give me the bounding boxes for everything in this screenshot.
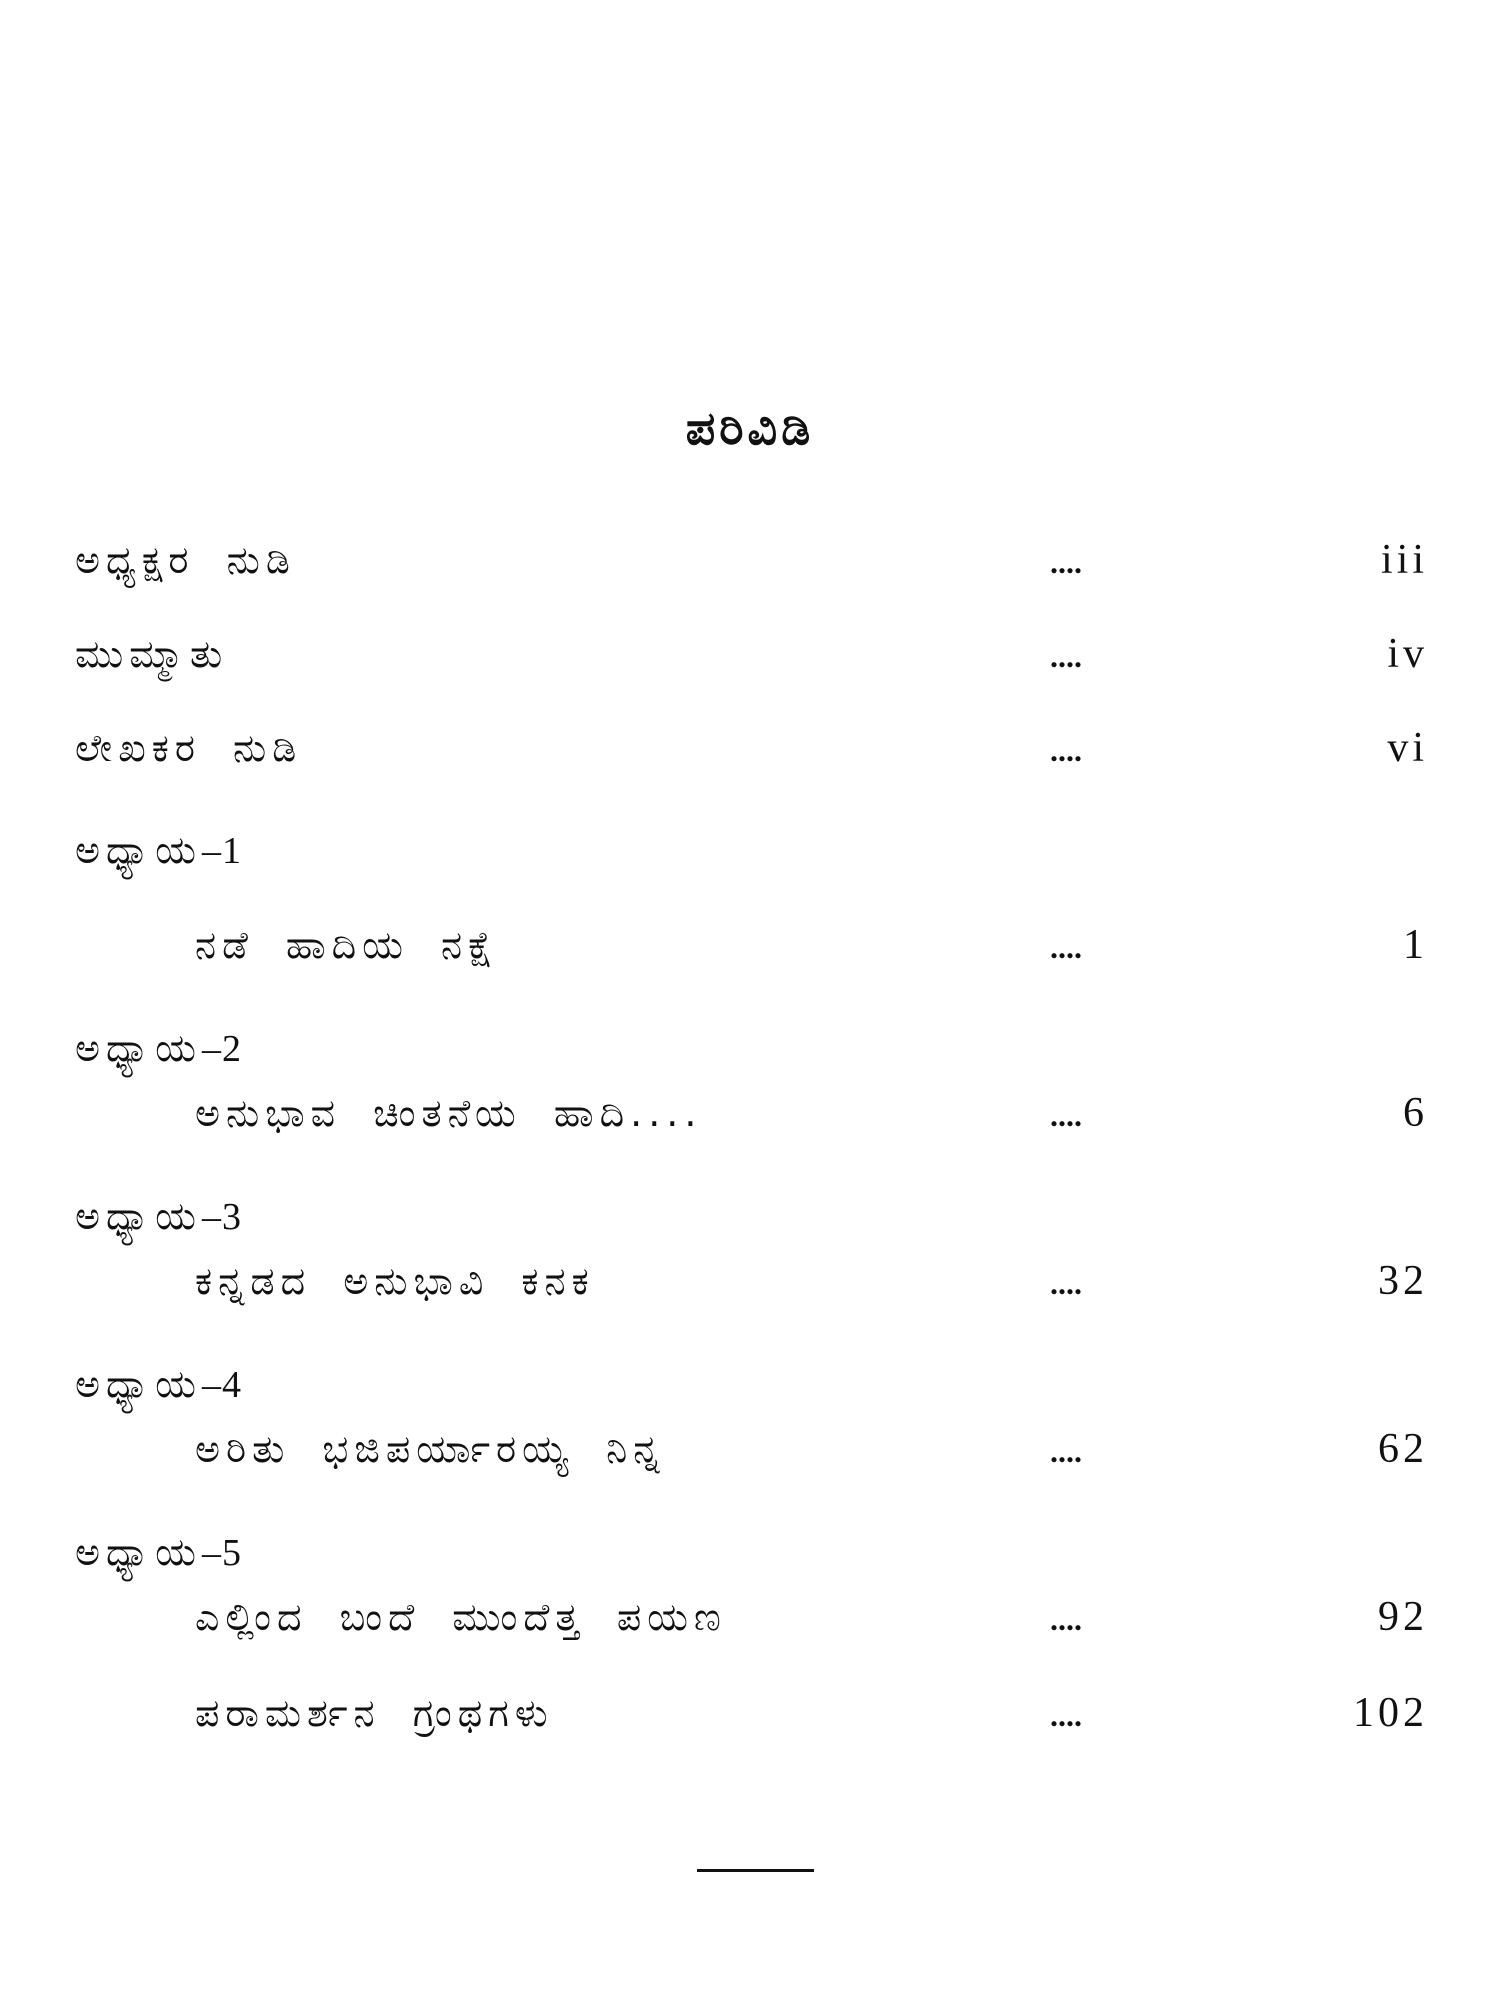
toc-row-references[interactable]: [0, 1683, 1500, 1743]
toc-page-number: 6: [1403, 1090, 1428, 1136]
chapter-heading-2: [0, 1018, 1500, 1078]
end-divider-rule: [697, 1869, 814, 1872]
toc-row-chapter-3[interactable]: [0, 1251, 1500, 1311]
toc-entry-title: ಕನ್ನಡದ ಅನುಭಾವಿ ಕನಕ: [195, 1259, 595, 1303]
toc-page-number: 92: [1378, 1594, 1428, 1640]
toc-leader-dots: ....: [1050, 929, 1082, 965]
toc-leader-dots: ....: [1050, 1697, 1082, 1733]
toc-page-number: 1: [1403, 922, 1428, 968]
toc-row-chapter-2[interactable]: [0, 1083, 1500, 1143]
chapter-heading-5: [0, 1522, 1500, 1582]
toc-entry-title: ನಡೆ ಹಾದಿಯ ನಕ್ಷೆ: [195, 923, 499, 967]
toc-leader-dots: ....: [1050, 544, 1082, 580]
toc-row-chapter-5[interactable]: [0, 1587, 1500, 1647]
chapter-heading-4: [0, 1354, 1500, 1414]
page-title: ಪರಿವಿಡಿ: [685, 401, 815, 455]
chapter-label: [75, 1522, 242, 1583]
chapter-label: [75, 1186, 242, 1247]
toc-entry-title: ಎಲ್ಲಿಂದ ಬಂದೆ ಮುಂದೆತ್ತ ಪಯಣ: [195, 1595, 727, 1639]
chapter-word: ಅಧ್ಯಾಯ: [75, 828, 202, 872]
chapter-label: [75, 1354, 242, 1415]
chapter-number: –3: [201, 1196, 242, 1238]
toc-row-authors-note[interactable]: [0, 718, 1500, 778]
chapter-word: ಅಧ್ಯಾಯ: [75, 1026, 202, 1070]
chapter-word: ಅಧ್ಯಾಯ: [75, 1362, 202, 1406]
chapter-number: –2: [201, 1028, 242, 1070]
toc-row-foreword[interactable]: [0, 624, 1500, 684]
toc-leader-dots: ....: [1050, 1433, 1082, 1469]
toc-leader-dots: ....: [1050, 1265, 1082, 1301]
chapter-heading-1: [0, 820, 1500, 880]
toc-page-number: 102: [1353, 1690, 1428, 1736]
toc-page-number: iii: [1380, 537, 1428, 583]
chapter-word: ಅಧ್ಯಾಯ: [75, 1530, 202, 1574]
toc-page-number: iv: [1387, 631, 1428, 677]
toc-row-chapter-1[interactable]: [0, 915, 1500, 975]
chapter-label: [75, 1018, 242, 1079]
chapter-number: –5: [201, 1532, 242, 1574]
toc-leader-dots: ....: [1050, 1097, 1082, 1133]
toc-row-presidents-note[interactable]: [0, 530, 1500, 590]
toc-page-number: 62: [1378, 1426, 1428, 1472]
chapter-heading-3: [0, 1186, 1500, 1246]
toc-leader-dots: ....: [1050, 638, 1082, 674]
chapter-number: –1: [201, 830, 242, 872]
toc-leader-dots: ....: [1050, 1601, 1082, 1637]
toc-row-chapter-4[interactable]: [0, 1419, 1500, 1479]
chapter-word: ಅಧ್ಯಾಯ: [75, 1194, 202, 1238]
chapter-number: –4: [201, 1364, 242, 1406]
toc-entry-title: ಮುಮ್ಮಾತು: [75, 632, 229, 676]
toc-entry-title: ಪರಾಮರ್ಶನ ಗ್ರಂಥಗಳು: [195, 1691, 554, 1735]
chapter-label: [75, 820, 242, 881]
toc-page-number: 32: [1378, 1258, 1428, 1304]
toc-entry-title: ಅರಿತು ಭಜಿಪರ್ಯಾರಯ್ಯ ನಿನ್ನ: [195, 1427, 666, 1471]
toc-entry-title: ಅನುಭಾವ ಚಿಂತನೆಯ ಹಾದಿ....: [195, 1091, 703, 1135]
toc-leader-dots: ....: [1050, 732, 1082, 768]
toc-entry-title: ಅಧ್ಯಕ್ಷರ ನುಡಿ: [75, 538, 296, 582]
toc-entry-title: ಲೇಖಕರ ನುಡಿ: [75, 726, 303, 770]
toc-page-number: vi: [1387, 725, 1428, 771]
